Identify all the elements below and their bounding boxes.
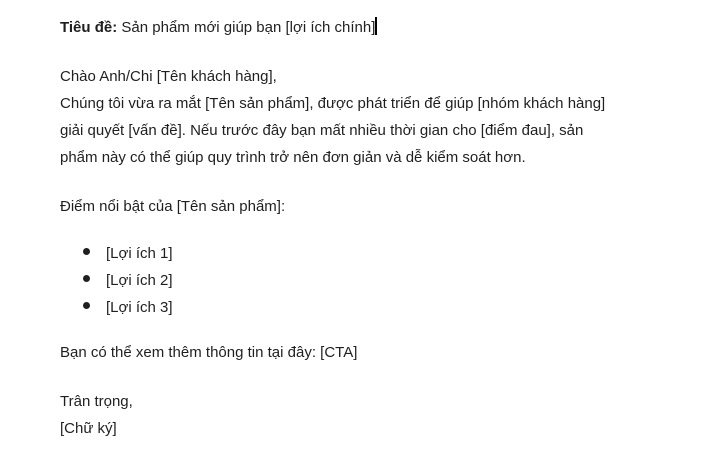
list-item (83, 271, 173, 298)
benefit-text: [Lợi ích 3] (106, 299, 173, 316)
highlights-heading: Điểm nổi bật của [Tên sản phẩm]: (60, 198, 286, 215)
benefits-list (83, 244, 173, 325)
list-item (83, 298, 173, 325)
list-item (83, 244, 173, 271)
subject-line (60, 17, 377, 38)
subject-label: Tiêu đề: (60, 19, 118, 36)
cta-line: Bạn có thể xem thêm thông tin tại đây: [CTA] (60, 344, 358, 361)
greeting-line: Chào Anh/Chi [Tên khách hàng], (60, 68, 277, 85)
bullet-icon (83, 248, 90, 255)
bullet-icon (83, 302, 90, 309)
body-line-1: Chúng tôi vừa ra mắt [Tên sản phẩm], được phát triển để giúp [nhóm khách hàng] (60, 95, 606, 112)
benefit-text: [Lợi ích 2] (106, 272, 173, 289)
body-line-3: phẩm này có thể giúp quy trình trở nên đơn giản và dễ kiểm soát hơn. (60, 149, 526, 166)
closing-line: Trân trọng, (60, 393, 133, 410)
text-cursor (375, 17, 377, 35)
signature-line: [Chữ ký] (60, 420, 117, 437)
bullet-icon (83, 275, 90, 282)
benefit-text: [Lợi ích 1] (106, 245, 173, 262)
body-line-2: giải quyết [vấn đề]. Nếu trước đây bạn mất nhiều thời gian cho [điểm đau], sản (60, 122, 584, 139)
subject-text: Sản phẩm mới giúp bạn [lợi ích chính] (121, 19, 376, 36)
